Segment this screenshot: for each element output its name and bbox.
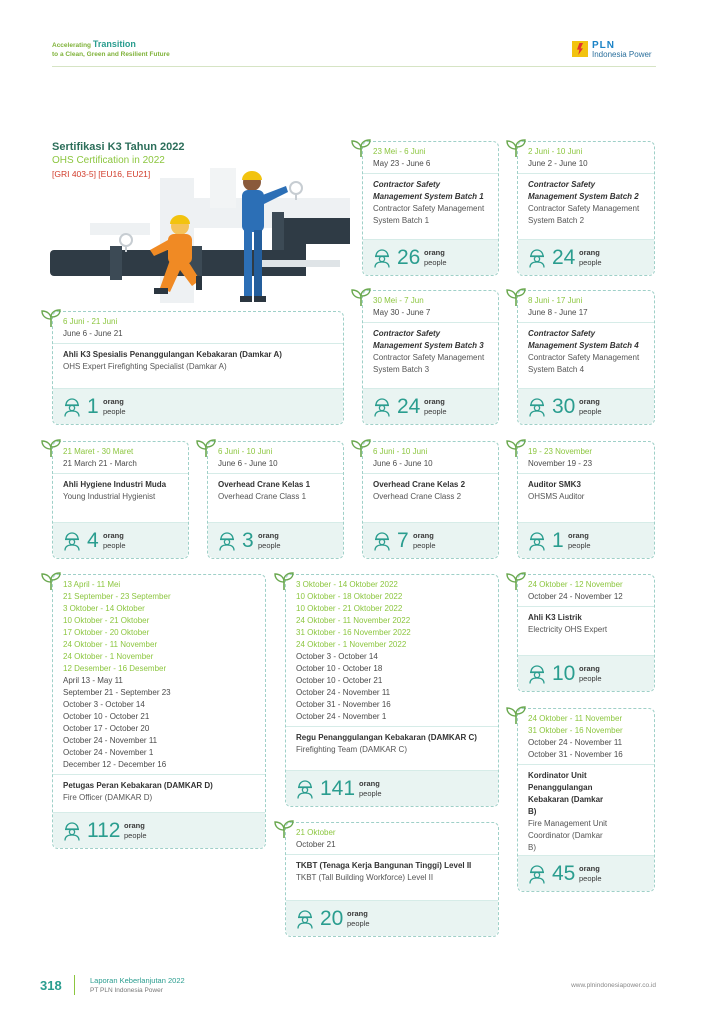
- date-english: October 24 - November 11: [63, 736, 158, 745]
- header-tagline: [52, 40, 170, 59]
- unit-english: people: [359, 789, 382, 798]
- date-english: October 24 - November 1: [63, 748, 154, 757]
- unit-indonesian: orang: [124, 821, 145, 830]
- date-english: May 30 - June 7: [373, 308, 431, 317]
- course-name: [363, 474, 498, 507]
- page-number: 318: [40, 978, 62, 993]
- participant-count: [53, 388, 343, 424]
- participant-count: [518, 388, 654, 424]
- worker-icon: [296, 779, 314, 799]
- date-indonesian: 24 Oktober - 11 November 2022: [296, 616, 411, 625]
- course-name-english: Fire Management Unit Coordinator (Damkar B): [528, 819, 608, 852]
- participant-unit: [568, 531, 591, 551]
- date-english: June 2 - June 10: [528, 159, 588, 168]
- participant-unit: [579, 397, 602, 417]
- course-name-indonesian: Overhead Crane Kelas 2: [373, 480, 466, 489]
- date-indonesian: 23 Mei - 6 Juni: [373, 147, 426, 156]
- pipeline-workers-illustration: [50, 168, 350, 310]
- course-name-english: Fire Officer (DAMKAR D): [63, 793, 153, 802]
- course-name-indonesian: Ahli K3 Spesialis Penanggulangan Kebakaran (Damkar A): [63, 350, 282, 359]
- unit-indonesian: orang: [424, 397, 445, 406]
- date-english: October 10 - October 21: [63, 712, 150, 721]
- certification-card: [207, 441, 344, 559]
- date-english: October 3 - October 14: [296, 652, 378, 661]
- participant-count: [518, 239, 654, 275]
- training-dates: [518, 291, 654, 323]
- course-name-indonesian: Auditor SMK3: [528, 480, 581, 489]
- certification-card: [362, 441, 499, 559]
- participant-unit: [579, 248, 602, 268]
- date-indonesian: 21 Oktober: [296, 828, 336, 837]
- sprout-icon: [40, 308, 62, 328]
- date-english: November 19 - 23: [528, 459, 593, 468]
- sprout-icon: [350, 438, 372, 458]
- date-english: October 24 - November 1: [296, 712, 387, 721]
- date-english: June 6 - June 21: [63, 329, 123, 338]
- training-dates: [286, 575, 498, 727]
- participant-count: [518, 655, 654, 691]
- participant-count: [363, 522, 498, 558]
- course-name: [518, 765, 618, 858]
- date-indonesian: 24 Oktober - 1 November 2022: [296, 640, 407, 649]
- date-indonesian: 3 Oktober - 14 Oktober: [63, 604, 145, 613]
- date-indonesian: 31 Oktober - 16 November: [528, 726, 623, 735]
- course-name-indonesian: Contractor Safety Management System Batch 4: [528, 329, 639, 350]
- participant-count: [363, 388, 498, 424]
- sprout-icon: [505, 705, 527, 725]
- participant-count: [286, 900, 498, 936]
- course-name-indonesian: Contractor Safety Management System Batch 2: [528, 180, 639, 201]
- training-dates: [518, 442, 654, 474]
- course-name-english: Contractor Safety Management System Batch 3: [373, 353, 485, 374]
- date-english: May 23 - June 6: [373, 159, 431, 168]
- unit-english: people: [579, 407, 602, 416]
- participant-number: 4: [87, 529, 99, 552]
- title-indonesian: Sertifikasi K3 Tahun 2022: [52, 141, 185, 153]
- tagline-second-line: to a Clean, Green and Resilient Future: [52, 51, 170, 58]
- unit-indonesian: orang: [258, 531, 279, 540]
- date-indonesian: 30 Mei - 7 Jun: [373, 296, 424, 305]
- date-english: June 6 - June 10: [373, 459, 433, 468]
- title-english: OHS Certification in 2022: [52, 155, 165, 166]
- certification-card: [517, 708, 655, 892]
- course-name: [53, 344, 343, 377]
- participant-number: 10: [552, 662, 576, 685]
- footer-divider: [74, 975, 75, 995]
- course-name: [518, 174, 654, 231]
- date-indonesian: 6 Juni - 21 Juni: [63, 317, 118, 326]
- date-english: June 8 - June 17: [528, 308, 588, 317]
- participant-number: 7: [397, 529, 409, 552]
- unit-english: people: [579, 258, 602, 267]
- unit-indonesian: orang: [103, 531, 124, 540]
- unit-english: people: [579, 874, 602, 883]
- date-english: 21 March 21 - March: [63, 459, 137, 468]
- logo-brand-text: PLN: [592, 40, 615, 51]
- training-dates: [363, 291, 498, 323]
- participant-unit: [413, 531, 436, 551]
- participant-count: [518, 522, 654, 558]
- training-dates: [53, 442, 188, 474]
- participant-count: [53, 522, 188, 558]
- course-name-indonesian: Overhead Crane Kelas 1: [218, 480, 311, 489]
- unit-indonesian: orang: [568, 531, 589, 540]
- date-indonesian: 10 Oktober - 18 Oktober 2022: [296, 592, 403, 601]
- participant-unit: [579, 864, 602, 884]
- date-english: October 31 - November 16: [528, 750, 623, 759]
- certification-card: [52, 574, 266, 849]
- date-english: October 31 - November 16: [296, 700, 391, 709]
- date-indonesian: 19 - 23 November: [528, 447, 593, 456]
- unit-indonesian: orang: [103, 397, 124, 406]
- unit-english: people: [579, 674, 602, 683]
- worker-icon: [296, 909, 314, 929]
- training-dates: [53, 575, 265, 775]
- certification-card: [52, 441, 189, 559]
- unit-indonesian: orang: [579, 664, 600, 673]
- course-name-indonesian: Contractor Safety Management System Batch 3: [373, 329, 484, 350]
- participant-number: 26: [397, 246, 421, 269]
- sprout-icon: [40, 571, 62, 591]
- certification-card: [362, 141, 499, 276]
- worker-icon: [373, 531, 391, 551]
- certification-card: [362, 290, 499, 425]
- footer-url: www.plnindonesiapower.co.id: [571, 982, 656, 989]
- date-indonesian: 2 Juni - 10 Juni: [528, 147, 583, 156]
- participant-unit: [424, 248, 447, 268]
- date-indonesian: 6 Juni - 10 Juni: [373, 447, 428, 456]
- unit-english: people: [413, 541, 436, 550]
- date-english: October 21: [296, 840, 336, 849]
- worker-icon: [528, 664, 546, 684]
- certification-card: [517, 574, 655, 692]
- course-name-indonesian: Contractor Safety Management System Batch 1: [373, 180, 484, 201]
- participant-unit: [124, 821, 147, 841]
- date-indonesian: 24 Oktober - 12 November: [528, 580, 623, 589]
- gri-reference: [GRI 403-5] [EU16, EU21]: [52, 169, 151, 179]
- unit-indonesian: orang: [424, 248, 445, 257]
- worker-icon: [63, 531, 81, 551]
- date-indonesian: 24 Oktober - 11 November: [63, 640, 158, 649]
- sprout-icon: [273, 819, 295, 839]
- course-name-english: Electricity OHS Expert: [528, 625, 608, 634]
- footer-company: PT PLN Indonesia Power: [90, 987, 163, 994]
- participant-number: 112: [87, 819, 121, 842]
- worker-icon: [528, 531, 546, 551]
- course-name: [363, 174, 498, 231]
- unit-indonesian: orang: [579, 397, 600, 406]
- lightning-bolt-icon: [577, 43, 583, 55]
- course-name: [518, 607, 654, 640]
- participant-unit: [347, 909, 370, 929]
- sprout-icon: [350, 287, 372, 307]
- worker-icon: [373, 248, 391, 268]
- certification-card: [285, 822, 499, 937]
- date-indonesian: 24 Oktober - 11 November: [528, 714, 623, 723]
- training-dates: [286, 823, 498, 855]
- training-dates: [363, 442, 498, 474]
- participant-unit: [103, 397, 126, 417]
- course-name-english: Overhead Crane Class 1: [218, 492, 307, 501]
- course-name-english: OHS Expert Firefighting Specialist (Damkar A): [63, 362, 227, 371]
- unit-english: people: [347, 919, 370, 928]
- certification-card: [285, 574, 499, 807]
- course-name: [518, 474, 654, 507]
- worker-icon: [373, 397, 391, 417]
- participant-number: 3: [242, 529, 254, 552]
- course-name-indonesian: Ahli Hygiene Industri Muda: [63, 480, 167, 489]
- participant-unit: [258, 531, 281, 551]
- unit-english: people: [103, 541, 126, 550]
- date-english: October 10 - October 21: [296, 676, 383, 685]
- participant-number: 30: [552, 395, 576, 418]
- tagline-highlight: Transition: [92, 39, 136, 49]
- training-dates: [53, 312, 343, 344]
- sprout-icon: [40, 438, 62, 458]
- participant-number: 1: [552, 529, 564, 552]
- pln-logo: [572, 40, 662, 62]
- course-name: [363, 323, 498, 380]
- header-divider: [52, 66, 656, 67]
- participant-count: [518, 855, 654, 891]
- course-name-english: OHSMS Auditor: [528, 492, 585, 501]
- course-name: [286, 855, 498, 888]
- participant-count: [286, 770, 498, 806]
- sprout-icon: [350, 138, 372, 158]
- course-name: [53, 474, 188, 507]
- training-dates: [208, 442, 343, 474]
- worker-icon: [63, 821, 81, 841]
- sprout-icon: [195, 438, 217, 458]
- course-name-english: TKBT (Tall Building Workforce) Level II: [296, 873, 434, 882]
- date-indonesian: 24 Oktober - 1 November: [63, 652, 154, 661]
- unit-english: people: [258, 541, 281, 550]
- course-name: [53, 775, 265, 808]
- course-name-english: Contractor Safety Management System Batch 4: [528, 353, 640, 374]
- date-indonesian: 13 April - 11 Mei: [63, 580, 121, 589]
- date-indonesian: 10 Oktober - 21 Oktober 2022: [296, 604, 403, 613]
- date-english: April 13 - May 11: [63, 676, 123, 685]
- participant-number: 24: [397, 395, 421, 418]
- training-dates: [363, 142, 498, 174]
- unit-english: people: [424, 407, 447, 416]
- date-indonesian: 31 Oktober - 16 November 2022: [296, 628, 411, 637]
- course-name: [518, 323, 654, 380]
- participant-number: 45: [552, 862, 576, 885]
- unit-indonesian: orang: [347, 909, 368, 918]
- date-indonesian: 10 Oktober - 21 Oktober: [63, 616, 150, 625]
- pln-logo-mark: [572, 41, 588, 57]
- logo-subtitle: Indonesia Power: [592, 50, 652, 59]
- worker-icon: [218, 531, 236, 551]
- course-name-english: Overhead Crane Class 2: [373, 492, 462, 501]
- unit-indonesian: orang: [579, 864, 600, 873]
- tagline-prefix: Accelerating: [52, 42, 93, 49]
- unit-indonesian: orang: [359, 779, 380, 788]
- participant-number: 141: [320, 777, 356, 800]
- date-indonesian: 3 Oktober - 14 Oktober 2022: [296, 580, 398, 589]
- certification-card: [517, 441, 655, 559]
- worker-icon: [528, 248, 546, 268]
- unit-english: people: [124, 831, 147, 840]
- date-english: June 6 - June 10: [218, 459, 278, 468]
- course-name: [286, 727, 498, 760]
- participant-unit: [579, 664, 602, 684]
- participant-unit: [359, 779, 382, 799]
- training-dates: [518, 709, 654, 765]
- course-name-english: Young Industrial Hygienist: [63, 492, 156, 501]
- certification-card: [52, 311, 344, 425]
- sprout-icon: [505, 571, 527, 591]
- date-indonesian: 21 September - 23 September: [63, 592, 171, 601]
- date-english: December 12 - December 16: [63, 760, 167, 769]
- participant-number: 1: [87, 395, 99, 418]
- date-english: October 3 - October 14: [63, 700, 145, 709]
- date-indonesian: 21 Maret - 30 Maret: [63, 447, 134, 456]
- course-name-indonesian: Petugas Peran Kebakaran (DAMKAR D): [63, 781, 213, 790]
- worker-icon: [528, 397, 546, 417]
- unit-indonesian: orang: [579, 248, 600, 257]
- course-name-english: Firefighting Team (DAMKAR C): [296, 745, 407, 754]
- sprout-icon: [505, 438, 527, 458]
- participant-count: [53, 812, 265, 848]
- course-name-indonesian: Kordinator Unit Penanggulangan Kebakaran (Damkar B): [528, 771, 604, 816]
- certification-card: [517, 141, 655, 276]
- date-english: October 17 - October 20: [63, 724, 150, 733]
- participant-count: [363, 239, 498, 275]
- sprout-icon: [505, 138, 527, 158]
- unit-english: people: [103, 407, 126, 416]
- course-name-english: Contractor Safety Management System Batch 1: [373, 204, 485, 225]
- participant-count: [208, 522, 343, 558]
- participant-number: 20: [320, 907, 344, 930]
- worker-icon: [528, 864, 546, 884]
- participant-unit: [424, 397, 447, 417]
- date-english: October 24 - November 12: [528, 592, 623, 601]
- unit-english: people: [424, 258, 447, 267]
- course-name: [208, 474, 343, 507]
- date-indonesian: 12 Desember - 16 Desember: [63, 664, 167, 673]
- sprout-icon: [273, 571, 295, 591]
- date-indonesian: 6 Juni - 10 Juni: [218, 447, 273, 456]
- unit-indonesian: orang: [413, 531, 434, 540]
- course-name-indonesian: Ahli K3 Listrik: [528, 613, 582, 622]
- date-indonesian: 8 Juni - 17 Juni: [528, 296, 583, 305]
- training-dates: [518, 142, 654, 174]
- date-english: October 24 - November 11: [528, 738, 623, 747]
- unit-english: people: [568, 541, 591, 550]
- footer-report-title: Laporan Keberlanjutan 2022: [90, 976, 185, 985]
- training-dates: [518, 575, 654, 607]
- course-name-indonesian: TKBT (Tenaga Kerja Bangunan Tinggi) Level II: [296, 861, 472, 870]
- worker-icon: [63, 397, 81, 417]
- date-indonesian: 17 Oktober - 20 Oktober: [63, 628, 150, 637]
- date-english: September 21 - September 23: [63, 688, 171, 697]
- date-english: October 24 - November 11: [296, 688, 391, 697]
- participant-unit: [103, 531, 126, 551]
- date-english: October 10 - October 18: [296, 664, 383, 673]
- sprout-icon: [505, 287, 527, 307]
- course-name-indonesian: Regu Penanggulangan Kebakaran (DAMKAR C): [296, 733, 477, 742]
- participant-number: 24: [552, 246, 576, 269]
- course-name-english: Contractor Safety Management System Batch 2: [528, 204, 640, 225]
- certification-card: [517, 290, 655, 425]
